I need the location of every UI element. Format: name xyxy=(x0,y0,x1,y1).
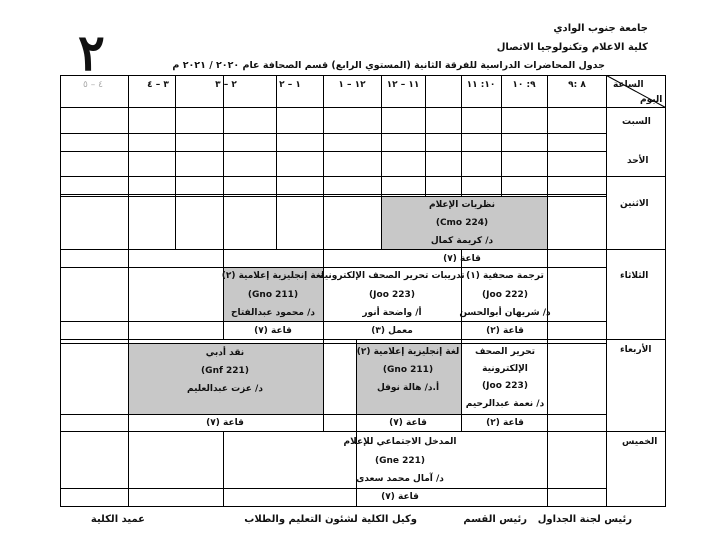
footer-vice-dean: وكيل الكلية لشئون التعليم والطلاب xyxy=(244,514,417,525)
wed-lit-name: نقد أدبي xyxy=(205,348,245,358)
footer-dean: عميد الكلية xyxy=(90,514,145,525)
time-slot-2: ١٠: ١١ xyxy=(466,80,496,90)
time-slot-7: ٣ – ٤ xyxy=(147,80,169,90)
time-slot-5: ١ – ٢ xyxy=(279,80,301,90)
tue-train-code: (Joo 223) xyxy=(369,290,415,300)
thu-intro-room: قاعة (٧) xyxy=(381,492,419,502)
tue-train-name: تدريبات تحرير الصحف الإلكترونية xyxy=(319,271,465,281)
time-slot-4: ١٢ – ١ xyxy=(338,80,366,90)
wed-eng-code: (Gno 211) xyxy=(382,365,434,375)
time-slot-0: ٨ :٩ xyxy=(568,80,586,90)
day-wednesday: الأربعاء xyxy=(620,345,652,355)
mon-comm-instructor: د/ كريمة كمال xyxy=(430,236,494,246)
tue-eng-name: لغة إنجليزية إعلامية (٢) xyxy=(221,271,325,281)
thu-intro-instructor: د/ آمال محمد سعدى xyxy=(356,474,444,484)
corner-day-label: اليوم xyxy=(640,95,663,105)
wed-eng-room: قاعة (٧) xyxy=(389,418,427,428)
thu-intro-name: المدخل الاجتماعي للإعلام xyxy=(343,437,457,447)
schedule-title: جدول المحاضرات الدراسية للفرقة الثانية (المستوي الرابع) قسم الصحافة عام ٢٠٢٠ / ٢٠٢١ م xyxy=(172,60,605,71)
tue-trans-room: قاعة (٢) xyxy=(486,326,524,336)
thu-intro-code: (Gne 221) xyxy=(374,456,426,466)
day-tuesday: الثلاثاء xyxy=(620,271,649,281)
university-name: جامعة جنوب الوادي xyxy=(553,23,648,34)
mon-comm-room: قاعة (٧) xyxy=(443,254,481,264)
day-saturday: السبت xyxy=(622,117,651,127)
day-monday: الاثنين xyxy=(620,199,649,209)
tue-eng-room: قاعة (٧) xyxy=(254,326,292,336)
time-slot-6: ٢ – ٣ xyxy=(215,80,237,90)
footer-schedules-head: رئيس لجنة الجداول xyxy=(537,514,632,525)
wed-edit-room: قاعة (٢) xyxy=(486,418,524,428)
wed-eng-instructor: أ.د/ هالة نوفل xyxy=(376,383,440,393)
mon-comm-name: نظريات الإعلام xyxy=(428,200,496,210)
corner-time-label: الساعة xyxy=(613,80,644,90)
wed-lit-code: (Gnf 221) xyxy=(201,366,249,376)
wed-edit-name2: الإلكترونية xyxy=(482,364,528,374)
footer-dept-head: رئيس القسم xyxy=(463,514,527,525)
wed-lit-room: قاعة (٧) xyxy=(206,418,244,428)
time-slot-1: ٩: ١٠ xyxy=(512,80,536,90)
tue-eng-instructor: د/ محمود عبدالفتاح xyxy=(230,308,316,318)
day-thursday: الخميس xyxy=(622,437,658,447)
tue-train-instructor: أ/ واضحة أنور xyxy=(362,308,422,318)
tue-train-room: معمل (٣) xyxy=(371,326,413,336)
wed-lit-instructor: د/ عزت عبدالعليم xyxy=(187,384,263,394)
wed-edit-code: (Joo 223) xyxy=(482,381,528,391)
page-number: ٢ xyxy=(78,23,105,82)
day-sunday: الأحد xyxy=(627,156,649,166)
time-slot-8: ٤ – ٥ xyxy=(83,80,103,90)
time-slot-3: ١١ – ١٢ xyxy=(386,80,420,90)
mon-comm-code: (Cmo 224) xyxy=(435,218,489,228)
wed-edit-instructor: د/ نعمة عبدالرحيم xyxy=(465,399,545,409)
wed-eng-name: لغة إنجليزية إعلامية (٢) xyxy=(356,347,460,357)
tue-trans-name: ترجمة صحفية (١) xyxy=(466,271,544,281)
wed-edit-name: تحرير الصحف xyxy=(474,347,536,357)
tue-trans-instructor: د/ شريهان أبوالحسن xyxy=(459,308,551,318)
faculty-name: كلية الاعلام وتكنولوجيا الاتصال xyxy=(496,42,648,53)
tue-eng-code: (Gno 211) xyxy=(247,290,299,300)
tue-trans-code: (Joo 222) xyxy=(482,290,528,300)
